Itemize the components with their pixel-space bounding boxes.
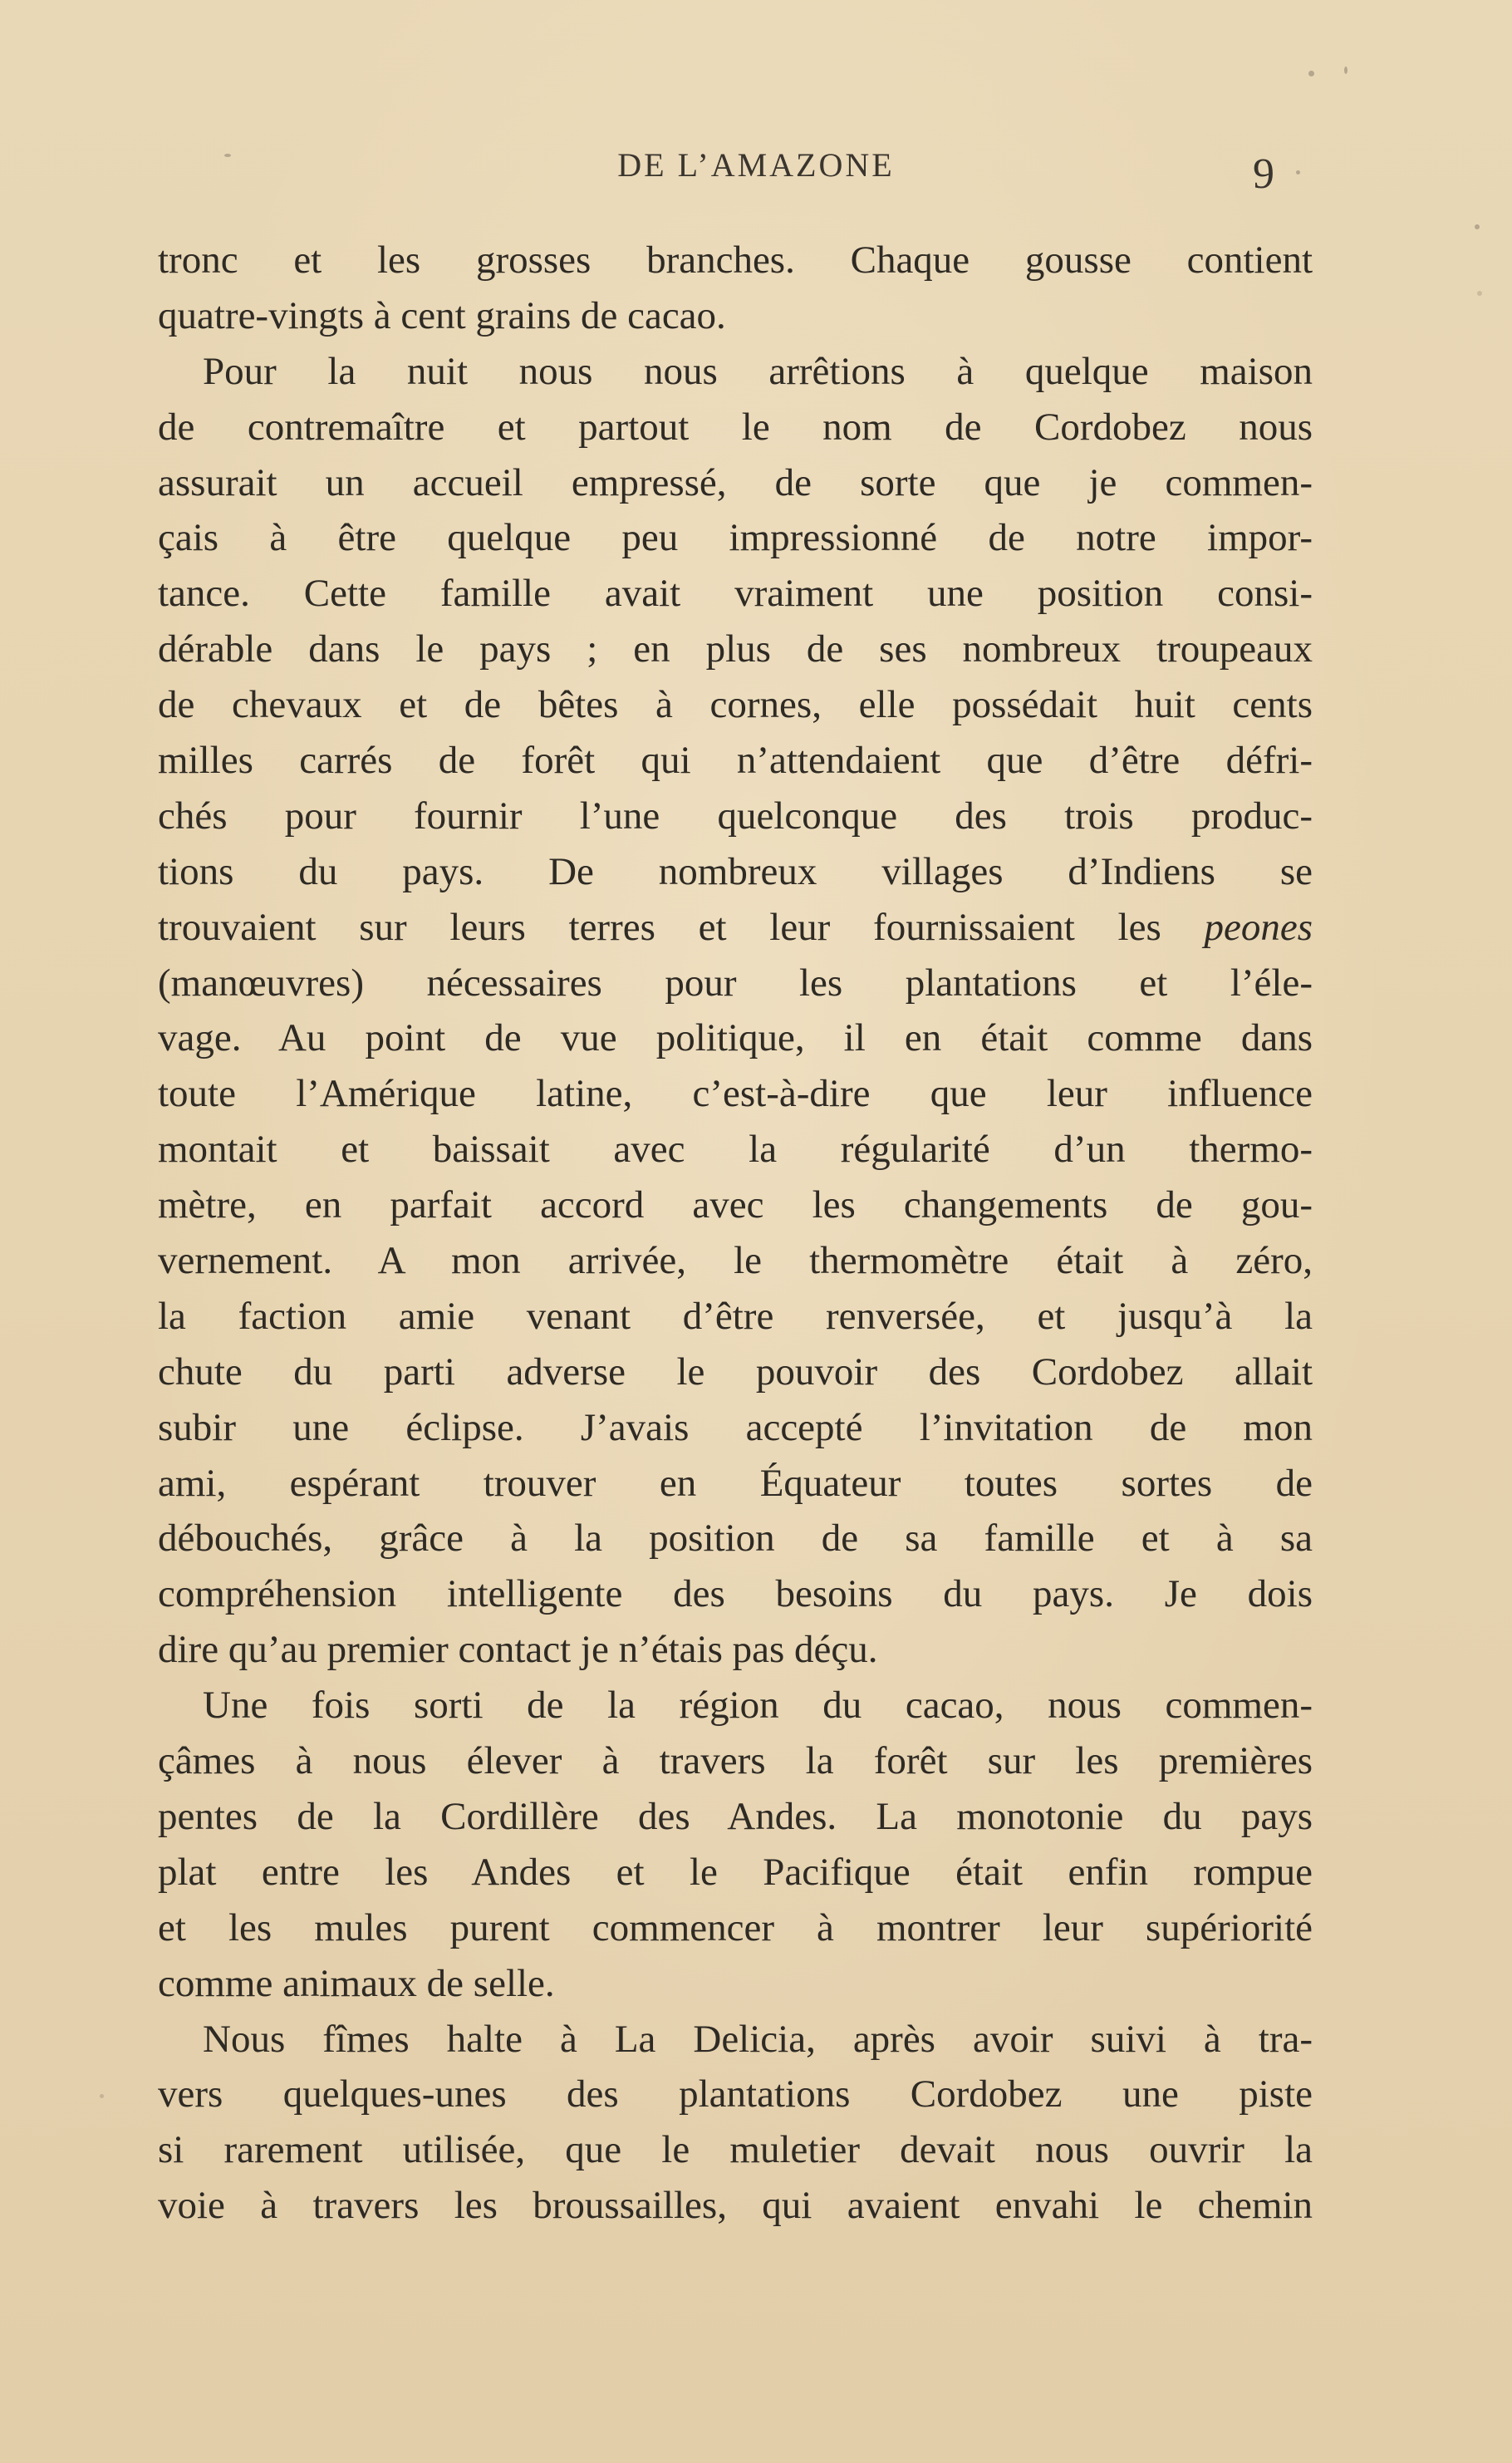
text-line: compréhension intelligente des besoins du pays. Je dois: [158, 1572, 1313, 1616]
paper-speck: [224, 154, 231, 157]
text-line: [158, 900, 1313, 956]
text-line: si rarement utilisée, que le muletier devait nous ouvrir la: [158, 2128, 1313, 2172]
text-line: comme animaux de selle.: [158, 1961, 555, 2005]
text-line: chute du parti adverse le pouvoir des Cordobez allait: [158, 1349, 1313, 1394]
text-line: vers quelques-unes des plantations Cordobez une piste: [158, 2072, 1313, 2116]
text-line: dire qu’au premier contact je n’étais pas déçu.: [158, 1628, 878, 1672]
text-line: Nous fîmes halte à La Delicia, après avoir suivi à tra-: [203, 2017, 1313, 2061]
text-line: vage. Au point de vue politique, il en était comme dans: [158, 1016, 1313, 1060]
paper-speck: [1475, 224, 1480, 229]
text-line: pentes de la Cordillère des Andes. La monotonie du pays: [158, 1794, 1313, 1838]
page-number: 9: [1253, 150, 1274, 198]
italic-word: peones: [1204, 905, 1313, 949]
text-line: tions du pays. De nombreux villages d’Indiens se: [158, 849, 1313, 893]
text-line: ami, espérant trouver en Équateur toutes sortes de: [158, 1461, 1313, 1505]
paper-speck: [100, 2094, 104, 2098]
text-line: milles carrés de forêt qui n’attendaient que d’être défri-: [158, 739, 1313, 783]
paper-speck: [1344, 66, 1348, 74]
text-line: tance. Cette famille avait vraiment une position consi-: [158, 572, 1313, 616]
text-line: çâmes à nous élever à travers la forêt sur les premières: [158, 1739, 1313, 1783]
text-line: subir une éclipse. J’avais accepté l’invitation de mon: [158, 1405, 1313, 1449]
text-line: toute l’Amérique latine, c’est-à-dire que leur influence: [158, 1072, 1313, 1116]
text-line: vernement. A mon arrivée, le thermomètre était à zéro,: [158, 1239, 1313, 1283]
body-text: [158, 233, 1313, 2234]
text-line: Pour la nuit nous nous arrêtions à quelque maison: [203, 349, 1313, 393]
text-line-part: trouvaient sur leurs terres et leur fournissaient les: [158, 905, 1205, 949]
text-line: montait et baissait avec la régularité d’un thermo-: [158, 1128, 1313, 1172]
text-line: dérable dans le pays ; en plus de ses nombreux troupeaux: [158, 627, 1313, 671]
text-line: la faction amie venant d’être renversée, et jusqu’à la: [158, 1294, 1313, 1338]
text-line: quatre-vingts à cent grains de cacao.: [158, 293, 726, 337]
text-line: et les mules purent commencer à montrer leur supériorité: [158, 1905, 1313, 1949]
paper-speck: [1308, 71, 1314, 76]
text-line: plat entre les Andes et le Pacifique était enfin rompue: [158, 1850, 1313, 1894]
text-line: voie à travers les broussailles, qui avaient envahi le chemin: [158, 2184, 1313, 2228]
text-line: de chevaux et de bêtes à cornes, elle possédait huit cents: [158, 683, 1313, 727]
text-line: (manœuvres) nécessaires pour les plantations et l’éle-: [158, 961, 1313, 1005]
text-line: mètre, en parfait accord avec les changements de gou-: [158, 1183, 1313, 1227]
text-line: assurait un accueil empressé, de sorte que je commen-: [158, 460, 1313, 504]
text-line: çais à être quelque peu impressionné de notre impor-: [158, 516, 1313, 560]
text-line: tronc et les grosses branches. Chaque gousse contient: [158, 238, 1313, 282]
running-head: DE L’AMAZONE: [617, 146, 895, 184]
text-line: chés pour fournir l’une quelconque des trois produc-: [158, 794, 1313, 838]
text-line: Une fois sorti de la région du cacao, nous commen-: [203, 1684, 1313, 1728]
paper-speck: [1296, 170, 1300, 175]
text-line: de contremaître et partout le nom de Cordobez nous: [158, 405, 1313, 449]
text-line: débouchés, grâce à la position de sa famille et à sa: [158, 1517, 1313, 1561]
paper-speck: [1477, 291, 1482, 296]
